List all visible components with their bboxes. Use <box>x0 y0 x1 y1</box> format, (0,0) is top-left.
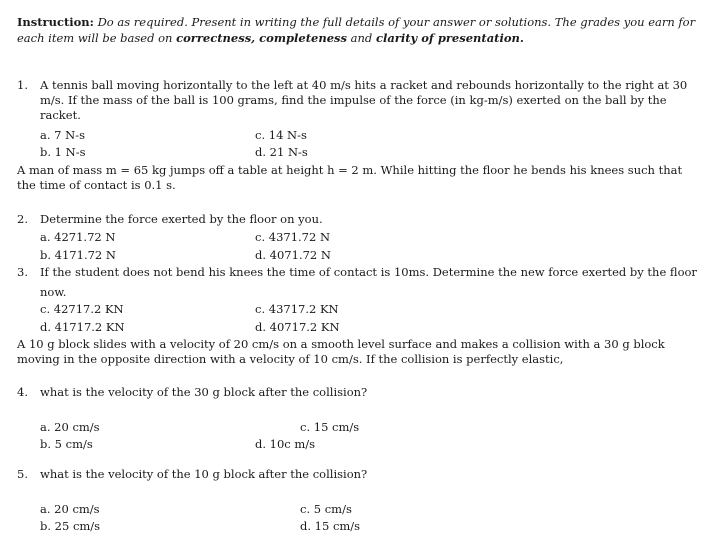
q5-text: what is the velocity of the 10 g block after the collision? <box>40 467 368 481</box>
q2-option-d: d. 4071.72 N <box>255 248 331 262</box>
q4-option-b: b. 5 cm/s <box>40 437 93 451</box>
q2-option-a: a. 4271.72 N <box>40 230 116 244</box>
q5-option-c: c. 5 cm/s <box>300 502 352 516</box>
q3-option-c-left: c. 42717.2 KN <box>40 302 124 316</box>
q3-text-line2: now. <box>40 285 67 299</box>
q5-option-a: a. 20 cm/s <box>40 502 100 516</box>
q1-number: 1. <box>17 78 28 92</box>
passage-1: A man of mass m = 65 kg jumps off a table at height h = 2 m. While hitting the floor he bends his knees such that the time of contact is 0.1 s. <box>17 163 683 192</box>
instruction-text-2: and <box>350 31 373 45</box>
instruction-block <box>17 14 707 46</box>
instruction-bold-1: correctness, completeness <box>176 31 348 45</box>
q4-number: 4. <box>17 385 28 399</box>
q1-option-b: b. 1 N-s <box>40 145 86 159</box>
q1-option-d: d. 21 N-s <box>255 145 308 159</box>
q1-text: A tennis ball moving horizontally to the left at 40 m/s hits a racket and rebounds horizontally to the right at 30 m/s. If the mass of the ball is 100 grams, find the impulse of the force (in kg-m/s) exerted on the ball by the racket. <box>40 78 688 122</box>
instruction-text-1: Do as required. Present in writing the full details of your answer or solutions. The grades you earn for each item will be based on <box>17 15 696 45</box>
q2-option-c: c. 4371.72 N <box>255 230 331 244</box>
q4-option-c: c. 15 cm/s <box>300 420 360 434</box>
q2-number: 2. <box>17 212 28 226</box>
q2-option-b: b. 4171.72 N <box>40 248 116 262</box>
q3-option-c-right: c. 43717.2 KN <box>255 302 339 316</box>
q5-number: 5. <box>17 467 28 481</box>
q1-option-c: c. 14 N-s <box>255 128 307 142</box>
q3-text-line1: If the student does not bend his knees the time of contact is 10ms. Determine the new force exerted by the floor <box>40 265 697 279</box>
q3-option-d-left: d. 41717.2 KN <box>40 320 125 334</box>
q1-option-a: a. 7 N-s <box>40 128 85 142</box>
instruction-bold-2: clarity of presentation. <box>375 31 524 45</box>
q2-text: Determine the force exerted by the floor on you. <box>40 212 323 226</box>
instruction-label: Instruction: <box>17 15 94 29</box>
q5-option-d: d. 15 cm/s <box>300 519 361 533</box>
passage-2: A 10 g block slides with a velocity of 20 cm/s on a smooth level surface and makes a collision with a 30 g block moving in the opposite direction with a velocity of 10 cm/s. If the collision is perfectly elastic, <box>17 337 665 366</box>
q3-option-d-right: d. 40717.2 KN <box>255 320 340 334</box>
q3-number: 3. <box>17 265 28 279</box>
q4-option-a: a. 20 cm/s <box>40 420 100 434</box>
q4-option-d: d. 10c m/s <box>255 437 316 451</box>
q5-option-b: b. 25 cm/s <box>40 519 101 533</box>
q4-text: what is the velocity of the 30 g block after the collision? <box>40 385 368 399</box>
